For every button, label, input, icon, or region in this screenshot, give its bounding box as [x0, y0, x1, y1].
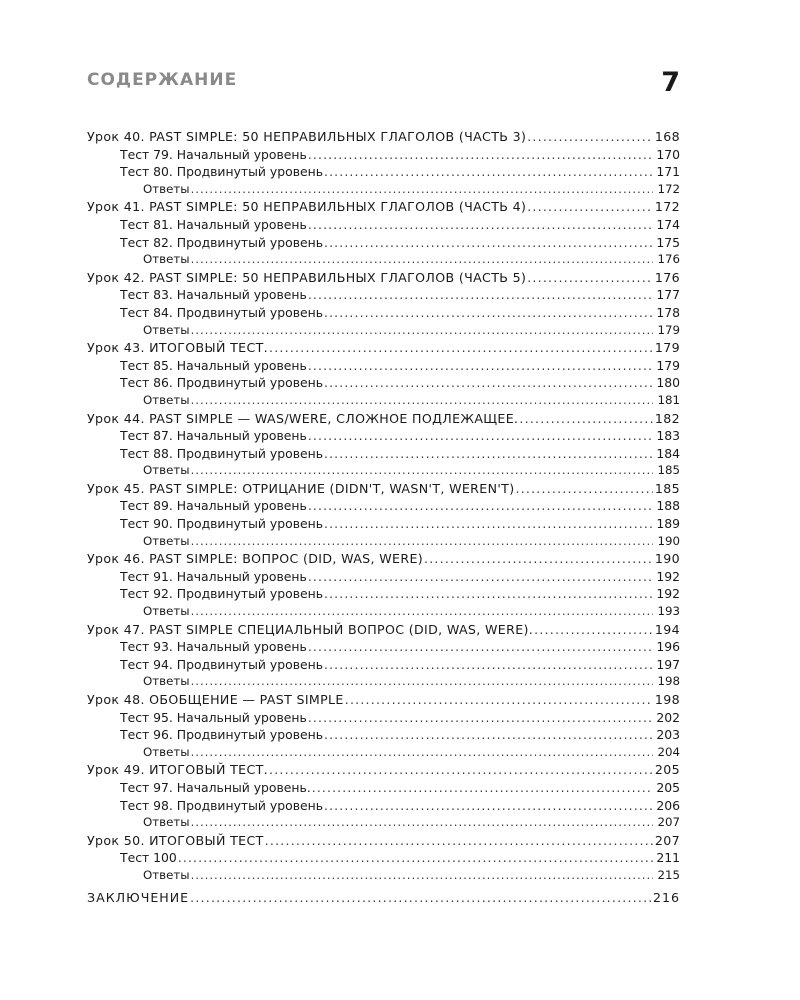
- test-entry[interactable]: [87, 849, 680, 867]
- dot-leader: [515, 480, 653, 498]
- test-entry[interactable]: [87, 497, 680, 515]
- lesson-entry-title: Урок 45. PAST SIMPLE: ОТРИЦАНИЕ (DIDN'T, WASN'T, WEREN'T): [87, 480, 515, 496]
- dot-leader: [191, 533, 653, 551]
- test-entry-page-number: 180: [656, 375, 680, 391]
- lesson-entry-title: Урок 48. ОБОБЩЕНИЕ — PAST SIMPLE: [87, 692, 344, 707]
- test-entry-title: Тест 90. Продвинутый уровень: [120, 516, 324, 532]
- lesson-entry[interactable]: [87, 198, 680, 216]
- dot-leader: [308, 497, 653, 515]
- answers-entry-title: Ответы: [143, 252, 190, 267]
- answers-entry-page-number: 215: [657, 867, 680, 882]
- test-entry-title: Тест 91. Начальный уровень: [120, 568, 307, 584]
- dot-leader: [190, 889, 652, 907]
- section-title: СОДЕРЖАНИЕ: [87, 70, 238, 90]
- answers-entry-page-number: 181: [657, 392, 680, 407]
- dot-leader: [324, 585, 653, 603]
- lesson-group: [87, 761, 680, 831]
- test-entry[interactable]: [87, 234, 680, 252]
- lesson-group: [87, 269, 680, 339]
- dot-leader: [308, 638, 653, 656]
- test-entry[interactable]: [87, 797, 680, 815]
- dot-leader: [324, 234, 653, 252]
- answers-entry-page-number: 179: [657, 322, 680, 337]
- dot-leader: [308, 709, 653, 727]
- test-entry-page-number: 203: [656, 727, 680, 743]
- test-entry-title: Тест 98. Продвинутый уровень: [120, 797, 324, 813]
- dot-leader: [424, 550, 653, 568]
- lesson-group: [87, 691, 680, 761]
- dot-leader: [191, 673, 653, 691]
- dot-leader: [308, 357, 653, 375]
- dot-leader: [324, 304, 653, 322]
- test-entry-page-number: 192: [656, 586, 680, 602]
- dot-leader: [519, 410, 653, 428]
- test-entry-page-number: 184: [656, 445, 680, 461]
- test-entry-title: Тест 97. Начальный уровень.: [120, 779, 311, 795]
- test-entry-title: Тест 82. Продвинутый уровень: [120, 234, 324, 250]
- test-entry[interactable]: [87, 163, 680, 181]
- dot-leader: [191, 392, 653, 410]
- test-entry[interactable]: [87, 709, 680, 727]
- answers-entry-page-number: 198: [657, 674, 680, 689]
- dot-leader: [345, 691, 653, 709]
- test-entry[interactable]: [87, 726, 680, 744]
- lesson-entry-page-number: 205: [654, 762, 680, 778]
- lesson-entry[interactable]: [87, 621, 680, 639]
- test-entry-title: Тест 79. Начальный уровень: [120, 146, 307, 162]
- dot-leader: [324, 515, 653, 533]
- lesson-group: [87, 832, 680, 885]
- test-entry[interactable]: [87, 515, 680, 533]
- lesson-entry-page-number: 168: [654, 129, 680, 144]
- dot-leader: [312, 779, 653, 797]
- answers-entry-title: Ответы: [143, 533, 190, 548]
- page-header: [87, 62, 680, 112]
- dot-leader: [527, 198, 653, 216]
- test-entry[interactable]: [87, 146, 680, 164]
- answers-entry[interactable]: [87, 322, 680, 340]
- answers-entry[interactable]: [87, 867, 680, 885]
- answers-entry-title: Ответы: [143, 181, 190, 196]
- dot-leader: [178, 849, 653, 867]
- lesson-entry-page-number: 198: [654, 692, 680, 707]
- lesson-group: [87, 198, 680, 268]
- dot-leader: [191, 251, 653, 269]
- lesson-group: [87, 480, 680, 550]
- test-entry-page-number: 174: [656, 216, 680, 232]
- test-entry[interactable]: [87, 216, 680, 234]
- lesson-group: [87, 128, 680, 198]
- lesson-entry-title: Урок 49. ИТОГОВЫЙ ТЕСТ.: [87, 762, 268, 778]
- answers-entry-title: Ответы: [143, 604, 190, 619]
- lesson-entry[interactable]: [87, 832, 680, 850]
- dot-leader: [191, 814, 653, 832]
- test-entry-title: Тест 100: [120, 850, 177, 866]
- test-entry-page-number: 192: [656, 568, 680, 584]
- answers-entry-page-number: 185: [657, 463, 680, 478]
- test-entry-page-number: 179: [656, 357, 680, 373]
- lesson-entry-page-number: 182: [654, 410, 680, 426]
- test-entry-title: Тест 85. Начальный уровень: [120, 357, 307, 373]
- dot-leader: [191, 322, 653, 340]
- lesson-entry[interactable]: [87, 480, 680, 498]
- dot-leader: [191, 603, 653, 621]
- answers-entry[interactable]: [87, 251, 680, 269]
- lesson-entry[interactable]: [87, 691, 680, 709]
- conclusion-entry-title: ЗАКЛЮЧЕНИЕ: [87, 889, 190, 905]
- answers-entry-page-number: 204: [657, 744, 680, 759]
- dot-leader: [269, 339, 653, 357]
- answers-entry-title: Ответы: [143, 867, 190, 882]
- lesson-entry-title: Урок 44. PAST SIMPLE — WAS/WERE, СЛОЖНОЕ ПОДЛЕЖАЩЕЕ.: [87, 410, 519, 426]
- conclusion-entry-page-number: 216: [652, 889, 680, 905]
- lesson-entry-title: Урок 46. PAST SIMPLE: ВОПРОС (DID, WAS, WERE): [87, 551, 424, 567]
- answers-entry-title: Ответы: [143, 463, 190, 478]
- dot-leader: [527, 128, 653, 146]
- lesson-entry-page-number: 190: [654, 551, 680, 567]
- answers-entry[interactable]: [87, 603, 680, 621]
- test-entry-title: Тест 87. Начальный уровень: [120, 428, 307, 444]
- test-entry-page-number: 197: [656, 656, 680, 672]
- test-entry-page-number: 183: [656, 428, 680, 444]
- dot-leader: [191, 181, 653, 199]
- test-entry[interactable]: [87, 286, 680, 304]
- answers-entry-title: Ответы: [143, 815, 190, 830]
- dot-leader: [308, 568, 653, 586]
- dot-leader: [534, 621, 653, 639]
- lesson-entry-page-number: 179: [654, 340, 680, 356]
- dot-leader: [324, 726, 653, 744]
- answers-entry[interactable]: [87, 181, 680, 199]
- answers-entry-page-number: 190: [657, 533, 680, 548]
- test-entry-page-number: 202: [656, 709, 680, 725]
- dot-leader: [324, 656, 653, 674]
- test-entry[interactable]: [87, 638, 680, 656]
- lesson-group: [87, 410, 680, 480]
- answers-entry-page-number: 193: [657, 604, 680, 619]
- answers-entry-title: Ответы: [143, 322, 190, 337]
- test-entry-page-number: 171: [656, 164, 680, 180]
- test-entry-page-number: 189: [656, 516, 680, 532]
- test-entry[interactable]: [87, 357, 680, 375]
- dot-leader: [265, 832, 653, 850]
- dot-leader: [191, 744, 653, 762]
- lesson-entry-page-number: 172: [654, 199, 680, 215]
- answers-entry-page-number: 176: [657, 252, 680, 267]
- test-entry[interactable]: [87, 568, 680, 586]
- test-entry-page-number: 188: [656, 498, 680, 514]
- lesson-entry-page-number: 176: [654, 269, 680, 285]
- test-entry-title: Тест 84. Продвинутый уровень: [120, 304, 324, 320]
- dot-leader: [527, 269, 653, 287]
- test-entry-title: Тест 86. Продвинутый уровень: [120, 375, 324, 391]
- dot-leader: [308, 216, 653, 234]
- dot-leader: [324, 374, 653, 392]
- table-of-contents: [87, 128, 680, 906]
- test-entry-title: Тест 81. Начальный уровень: [120, 216, 307, 232]
- lesson-entry[interactable]: [87, 128, 680, 146]
- test-entry-page-number: 196: [656, 639, 680, 655]
- dot-leader: [269, 761, 653, 779]
- test-entry-title: Тест 93. Начальный уровень: [120, 639, 307, 655]
- answers-entry[interactable]: [87, 392, 680, 410]
- dot-leader: [308, 146, 653, 164]
- test-entry-title: Тест 92. Продвинутый уровень: [120, 586, 324, 602]
- dot-leader: [324, 163, 653, 181]
- lesson-entry-title: Урок 40. PAST SIMPLE: 50 НЕПРАВИЛЬНЫХ ГЛАГОЛОВ (ЧАСТЬ 3): [87, 129, 527, 144]
- test-entry-page-number: 206: [656, 797, 680, 813]
- test-entry-title: Тест 89. Начальный уровень: [120, 498, 307, 514]
- test-entry-title: Тест 83. Начальный уровень: [120, 287, 307, 303]
- answers-entry-title: Ответы: [143, 744, 190, 759]
- test-entry-title: Тест 94. Продвинутый уровень: [120, 656, 324, 672]
- test-entry-page-number: 177: [656, 287, 680, 303]
- lesson-entry-page-number: 194: [654, 621, 680, 637]
- lesson-entry-page-number: 207: [654, 832, 680, 848]
- lesson-entry-title: Урок 47. PAST SIMPLE СПЕЦИАЛЬНЫЙ ВОПРОС (DID, WAS, WERE).: [87, 621, 534, 637]
- lesson-group: [87, 621, 680, 691]
- lesson-entry[interactable]: [87, 339, 680, 357]
- lesson-entry[interactable]: [87, 410, 680, 428]
- answers-entry-page-number: 207: [657, 815, 680, 830]
- lesson-entry[interactable]: [87, 550, 680, 568]
- dot-leader: [324, 445, 653, 463]
- test-entry[interactable]: [87, 445, 680, 463]
- lesson-group: [87, 550, 680, 620]
- test-entry-page-number: 170: [656, 146, 680, 162]
- answers-entry[interactable]: [87, 673, 680, 691]
- dot-leader: [191, 462, 653, 480]
- lesson-entry-title: Урок 43. ИТОГОВЫЙ ТЕСТ.: [87, 340, 268, 356]
- answers-entry-page-number: 172: [657, 181, 680, 196]
- dot-leader: [308, 427, 653, 445]
- lesson-entry-title: Урок 41. PAST SIMPLE: 50 НЕПРАВИЛЬНЫХ ГЛАГОЛОВ (ЧАСТЬ 4): [87, 199, 527, 215]
- answers-entry[interactable]: [87, 533, 680, 551]
- lesson-entry-title: Урок 50. ИТОГОВЫЙ ТЕСТ: [87, 832, 264, 848]
- test-entry[interactable]: [87, 779, 680, 797]
- page-number: 7: [661, 67, 680, 98]
- answers-entry-title: Ответы: [143, 674, 190, 689]
- dot-leader: [324, 797, 653, 815]
- test-entry[interactable]: [87, 585, 680, 603]
- answers-entry[interactable]: [87, 814, 680, 832]
- lesson-group: [87, 339, 680, 409]
- lesson-entry[interactable]: [87, 269, 680, 287]
- test-entry-title: Тест 80. Продвинутый уровень: [120, 164, 324, 180]
- test-entry-title: Тест 96. Продвинутый уровень: [120, 727, 324, 743]
- dot-leader: [308, 286, 653, 304]
- test-entry-title: Тест 88. Продвинутый уровень: [120, 445, 324, 461]
- test-entry[interactable]: [87, 374, 680, 392]
- lesson-entry-title: Урок 42. PAST SIMPLE: 50 НЕПРАВИЛЬНЫХ ГЛАГОЛОВ (ЧАСТЬ 5): [87, 269, 527, 285]
- answers-entry[interactable]: [87, 462, 680, 480]
- test-entry[interactable]: [87, 427, 680, 445]
- test-entry-title: Тест 95. Начальный уровень: [120, 709, 307, 725]
- test-entry[interactable]: [87, 656, 680, 674]
- test-entry-page-number: 211: [656, 850, 680, 866]
- test-entry-page-number: 175: [656, 234, 680, 250]
- test-entry[interactable]: [87, 304, 680, 322]
- test-entry-page-number: 178: [656, 304, 680, 320]
- dot-leader: [191, 867, 653, 885]
- test-entry-page-number: 205: [656, 779, 680, 795]
- answers-entry[interactable]: [87, 744, 680, 762]
- answers-entry-title: Ответы: [143, 392, 190, 407]
- conclusion-entry[interactable]: [87, 889, 680, 907]
- lesson-entry[interactable]: [87, 761, 680, 779]
- lesson-entry-page-number: 185: [654, 480, 680, 496]
